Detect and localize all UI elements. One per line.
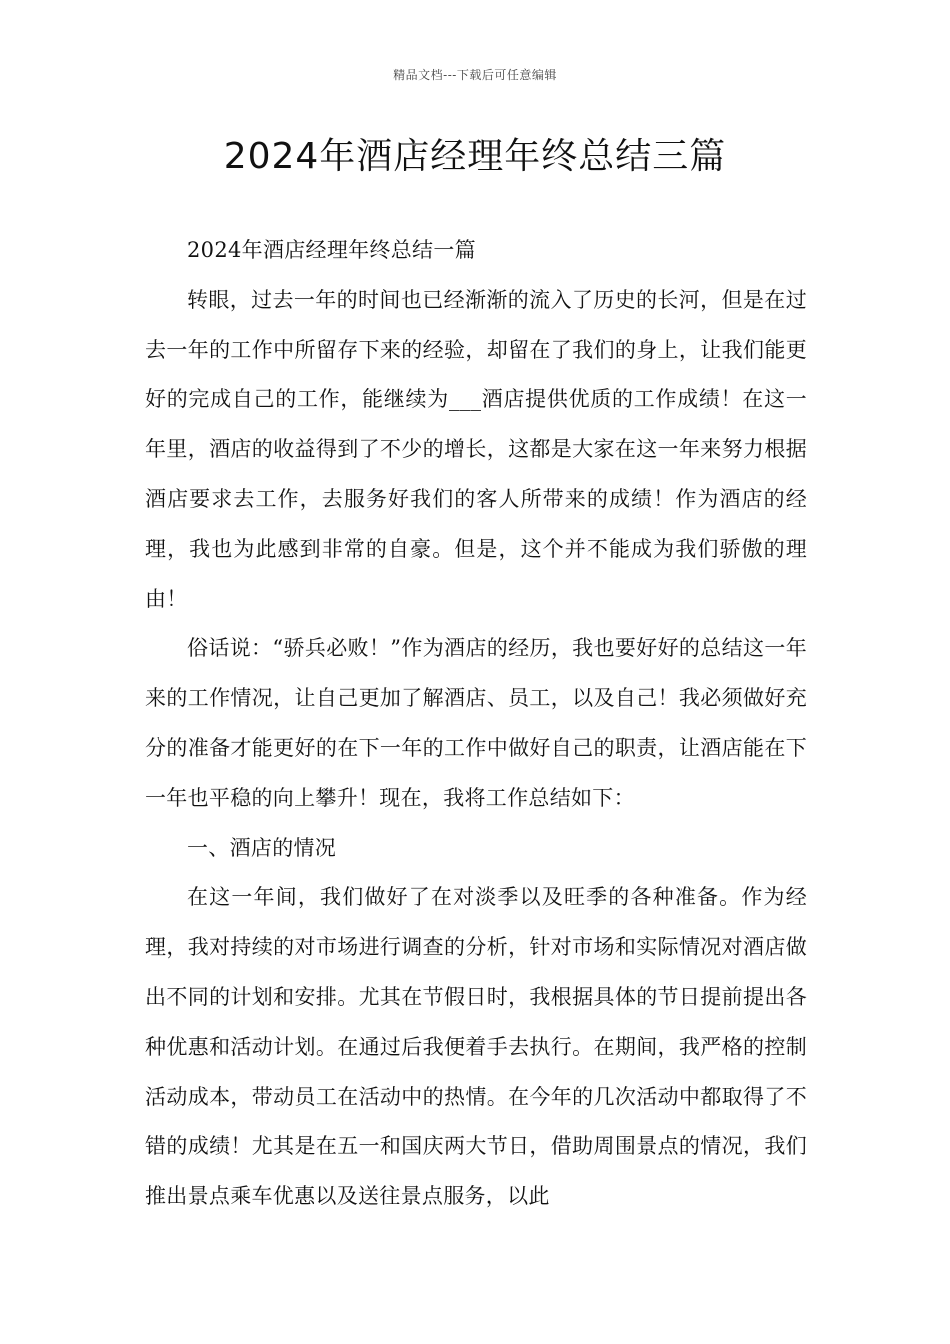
header-note: 精品文档---下载后可任意编辑: [393, 68, 557, 82]
document-title: 2024年酒店经理年终总结三篇: [223, 136, 727, 177]
section-heading: 一、酒店的情况: [187, 835, 337, 860]
document-body: [145, 226, 807, 1222]
section-heading: 2024年酒店经理年终总结一篇: [187, 238, 476, 262]
paragraph: 俗话说：“骄兵必败！”作为酒店的经历，我也要好好的总结这一年来的工作情况，让自己更加了解酒店、员工，以及自己！我必须做好充分的准备才能更好的在下一年的工作中做好自己的职责，让酒店能在下一年也平稳的向上攀升！现在，我将工作总结如下：: [145, 636, 807, 810]
paragraph: 在这一年间，我们做好了在对淡季以及旺季的各种准备。作为经理，我对持续的对市场进行调查的分析，针对市场和实际情况对酒店做出不同的计划和安排。尤其在节假日时，我根据具体的节日提前提出各种优惠和活动计划。在通过后我便着手去执行。在期间，我严格的控制活动成本，带动员工在活动中的热情。在今年的几次活动中都取得了不错的成绩！尤其是在五一和国庆两大节日，借助周围景点的情况，我们推出景点乘车优惠以及送往景点服务，以此: [145, 885, 807, 1209]
paragraph: 转眼，过去一年的时间也已经渐渐的流入了历史的长河，但是在过去一年的工作中所留存下来的经验，却留在了我们的身上，让我们能更好的完成自己的工作，能继续为___酒店提供优质的工作成绩！在这一年里，酒店的收益得到了不少的增长，这都是大家在这一年来努力根据酒店要求去工作，去服务好我们的客人所带来的成绩！作为酒店的经理，我也为此感到非常的自豪。但是，这个并不能成为我们骄傲的理由！: [145, 287, 807, 611]
